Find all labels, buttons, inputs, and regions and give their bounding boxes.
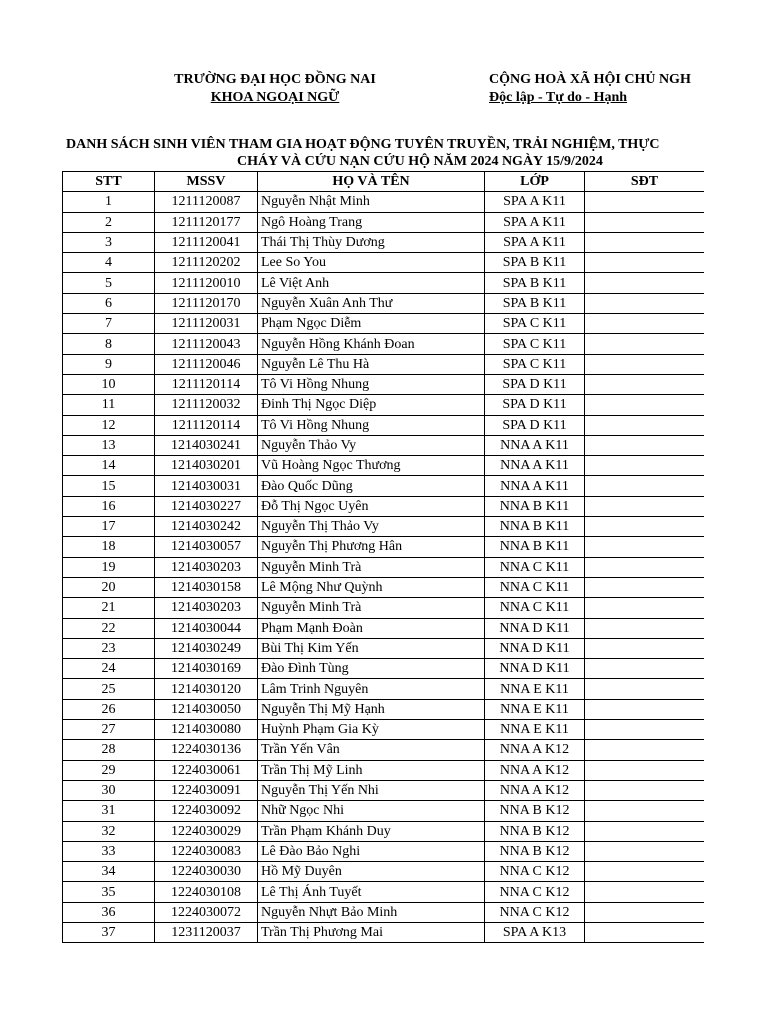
cell-mssv: 1214030227 [155,496,258,516]
cell-name: Huỳnh Phạm Gia Kỳ [258,720,485,740]
column-header-stt: STT [63,172,155,192]
cell-mssv: 1214030203 [155,598,258,618]
cell-stt: 15 [63,476,155,496]
cell-mssv: 1214030080 [155,720,258,740]
cell-phone [585,841,705,861]
cell-stt: 8 [63,334,155,354]
table-row [63,456,705,476]
cell-mssv: 1214030249 [155,638,258,658]
national-name: CỘNG HOÀ XÃ HỘI CHỦ NGH [489,72,691,87]
cell-phone [585,902,705,922]
column-header-name: HỌ VÀ TÊN [258,172,485,192]
table-row [63,273,705,293]
cell-name: Lê Việt Anh [258,273,485,293]
cell-phone [585,374,705,394]
cell-mssv: 1224030029 [155,821,258,841]
table-row [63,659,705,679]
cell-phone [585,862,705,882]
cell-name: Bùi Thị Kim Yến [258,638,485,658]
cell-class: NNA A K12 [485,760,585,780]
cell-phone [585,476,705,496]
cell-class: NNA D K11 [485,659,585,679]
table-row [63,841,705,861]
faculty-name: KHOA NGOẠI NGỮ [210,90,340,105]
cell-phone [585,659,705,679]
cell-name: Nguyễn Thị Mỹ Hạnh [258,699,485,719]
cell-mssv: 1214030158 [155,577,258,597]
cell-mssv: 1224030136 [155,740,258,760]
cell-mssv: 1231120037 [155,922,258,942]
cell-class: SPA A K11 [485,212,585,232]
cell-stt: 5 [63,273,155,293]
cell-mssv: 1211120170 [155,293,258,313]
cell-class: NNA A K12 [485,780,585,800]
cell-mssv: 1211120202 [155,253,258,273]
cell-class: SPA B K11 [485,253,585,273]
cell-mssv: 1214030057 [155,537,258,557]
cell-name: Nguyễn Lê Thu Hà [258,354,485,374]
cell-mssv: 1224030030 [155,862,258,882]
national-header [489,71,691,107]
cell-name: Ngô Hoàng Trang [258,212,485,232]
cell-name: Nguyễn Thảo Vy [258,435,485,455]
cell-phone [585,801,705,821]
cell-phone [585,415,705,435]
cell-name: Nhữ Ngọc Nhi [258,801,485,821]
table-row [63,780,705,800]
cell-mssv: 1211120046 [155,354,258,374]
cell-phone [585,760,705,780]
cell-phone [585,435,705,455]
table-row [63,415,705,435]
cell-stt: 36 [63,902,155,922]
cell-phone [585,699,705,719]
cell-stt: 13 [63,435,155,455]
cell-name: Đinh Thị Ngọc Diệp [258,395,485,415]
cell-stt: 16 [63,496,155,516]
cell-stt: 25 [63,679,155,699]
cell-name: Lâm Trinh Nguyên [258,679,485,699]
cell-mssv: 1214030203 [155,557,258,577]
cell-name: Trần Thị Phương Mai [258,922,485,942]
cell-mssv: 1214030031 [155,476,258,496]
cell-name: Lê Đào Bảo Nghi [258,841,485,861]
cell-mssv: 1224030092 [155,801,258,821]
cell-name: Tô Vi Hồng Nhung [258,415,485,435]
cell-class: NNA D K11 [485,638,585,658]
cell-class: SPA C K11 [485,314,585,334]
cell-class: NNA B K12 [485,821,585,841]
table-row [63,192,705,212]
cell-stt: 29 [63,760,155,780]
cell-mssv: 1224030061 [155,760,258,780]
cell-stt: 21 [63,598,155,618]
cell-class: SPA B K11 [485,273,585,293]
cell-class: NNA A K11 [485,435,585,455]
cell-class: SPA C K11 [485,354,585,374]
cell-phone [585,253,705,273]
cell-class: SPA D K11 [485,374,585,394]
cell-phone [585,821,705,841]
cell-stt: 20 [63,577,155,597]
cell-name: Nguyễn Hồng Khánh Đoan [258,334,485,354]
cell-stt: 3 [63,232,155,252]
table-row [63,517,705,537]
table-row [63,638,705,658]
cell-class: NNA E K11 [485,720,585,740]
cell-mssv: 1211120041 [155,232,258,252]
table-row [63,862,705,882]
cell-stt: 23 [63,638,155,658]
table-row [63,354,705,374]
title-line-1: DANH SÁCH SINH VIÊN THAM GIA HOẠT ĐỘNG TUYÊN TRUYỀN, TRẢI NGHIỆM, THỰC [66,137,660,152]
cell-stt: 35 [63,882,155,902]
cell-phone [585,395,705,415]
cell-class: SPA A K13 [485,922,585,942]
cell-mssv: 1211120087 [155,192,258,212]
cell-phone [585,537,705,557]
cell-mssv: 1224030091 [155,780,258,800]
table-header-row [63,172,705,192]
cell-name: Đào Quốc Dũng [258,476,485,496]
cell-phone [585,192,705,212]
cell-name: Nguyễn Thị Phương Hân [258,537,485,557]
cell-phone [585,314,705,334]
cell-phone [585,496,705,516]
cell-stt: 2 [63,212,155,232]
cell-class: SPA C K11 [485,334,585,354]
cell-phone [585,882,705,902]
table-row [63,232,705,252]
cell-mssv: 1211120043 [155,334,258,354]
cell-mssv: 1224030108 [155,882,258,902]
table-row [63,760,705,780]
cell-class: NNA A K11 [485,476,585,496]
cell-mssv: 1214030050 [155,699,258,719]
cell-phone [585,456,705,476]
cell-name: Nguyễn Thị Thảo Vy [258,517,485,537]
cell-class: NNA C K12 [485,882,585,902]
cell-name: Nguyễn Nhựt Bảo Minh [258,902,485,922]
column-header-mssv: MSSV [155,172,258,192]
cell-class: NNA B K12 [485,801,585,821]
cell-class: NNA B K12 [485,841,585,861]
cell-name: Trần Phạm Khánh Duy [258,821,485,841]
cell-class: NNA C K11 [485,557,585,577]
table-row [63,476,705,496]
table-row [63,922,705,942]
table-row [63,253,705,273]
cell-mssv: 1214030201 [155,456,258,476]
cell-class: SPA D K11 [485,415,585,435]
table-row [63,557,705,577]
cell-stt: 22 [63,618,155,638]
cell-mssv: 1211120114 [155,374,258,394]
column-header-class: LỚP [485,172,585,192]
cell-class: NNA C K12 [485,862,585,882]
cell-phone [585,638,705,658]
cell-phone [585,679,705,699]
cell-name: Đỗ Thị Ngọc Uyên [258,496,485,516]
table-body [63,192,705,943]
cell-phone [585,293,705,313]
cell-stt: 27 [63,720,155,740]
cell-mssv: 1214030241 [155,435,258,455]
university-header [160,71,390,107]
cell-stt: 32 [63,821,155,841]
cell-mssv: 1211120010 [155,273,258,293]
table-row [63,902,705,922]
cell-name: Hồ Mỹ Duyên [258,862,485,882]
cell-mssv: 1214030044 [155,618,258,638]
cell-name: Nguyễn Minh Trà [258,557,485,577]
cell-class: NNA C K11 [485,598,585,618]
cell-mssv: 1211120177 [155,212,258,232]
cell-class: NNA B K11 [485,517,585,537]
table-row [63,801,705,821]
cell-phone [585,232,705,252]
cell-phone [585,517,705,537]
cell-class: NNA B K11 [485,496,585,516]
cell-name: Trần Thị Mỹ Linh [258,760,485,780]
cell-name: Lee So You [258,253,485,273]
cell-mssv: 1224030072 [155,902,258,922]
cell-stt: 17 [63,517,155,537]
cell-phone [585,354,705,374]
cell-stt: 1 [63,192,155,212]
cell-stt: 4 [63,253,155,273]
table-row [63,334,705,354]
cell-stt: 30 [63,780,155,800]
table-row [63,740,705,760]
cell-phone [585,618,705,638]
table-row [63,821,705,841]
cell-name: Phạm Ngọc Diễm [258,314,485,334]
cell-phone [585,557,705,577]
table-row [63,314,705,334]
cell-name: Lê Mộng Như Quỳnh [258,577,485,597]
university-name: TRƯỜNG ĐẠI HỌC ĐỒNG NAI [174,72,376,87]
cell-stt: 33 [63,841,155,861]
cell-stt: 6 [63,293,155,313]
cell-name: Thái Thị Thùy Dương [258,232,485,252]
national-motto: Độc lập - Tự do - Hạnh [489,90,628,105]
cell-stt: 18 [63,537,155,557]
cell-class: NNA D K11 [485,618,585,638]
cell-stt: 26 [63,699,155,719]
cell-stt: 11 [63,395,155,415]
cell-phone [585,720,705,740]
cell-stt: 28 [63,740,155,760]
cell-name: Đào Đình Tùng [258,659,485,679]
cell-stt: 37 [63,922,155,942]
cell-name: Tô Vi Hồng Nhung [258,374,485,394]
cell-class: NNA C K11 [485,577,585,597]
table-row [63,293,705,313]
cell-class: NNA E K11 [485,679,585,699]
cell-stt: 7 [63,314,155,334]
cell-mssv: 1211120031 [155,314,258,334]
cell-stt: 19 [63,557,155,577]
cell-stt: 34 [63,862,155,882]
table-row [63,679,705,699]
column-header-phone: SĐT [585,172,705,192]
cell-class: NNA C K12 [485,902,585,922]
cell-class: SPA A K11 [485,192,585,212]
cell-name: Nguyễn Xuân Anh Thư [258,293,485,313]
cell-class: NNA B K11 [485,537,585,557]
table-row [63,374,705,394]
cell-phone [585,780,705,800]
cell-phone [585,577,705,597]
cell-class: SPA A K11 [485,232,585,252]
cell-class: SPA B K11 [485,293,585,313]
cell-stt: 10 [63,374,155,394]
cell-mssv: 1214030120 [155,679,258,699]
cell-phone [585,273,705,293]
cell-stt: 12 [63,415,155,435]
cell-name: Vũ Hoàng Ngọc Thương [258,456,485,476]
title-line-2: CHÁY VÀ CỨU NẠN CỨU HỘ NĂM 2024 NGÀY 15/9/2024 [237,154,603,169]
table-row [63,720,705,740]
cell-phone [585,740,705,760]
cell-mssv: 1224030083 [155,841,258,861]
cell-class: NNA A K12 [485,740,585,760]
table-row [63,537,705,557]
cell-stt: 31 [63,801,155,821]
cell-class: NNA A K11 [485,456,585,476]
cell-phone [585,598,705,618]
cell-stt: 14 [63,456,155,476]
table-row [63,395,705,415]
cell-phone [585,334,705,354]
table-row [63,212,705,232]
table-row [63,882,705,902]
table-row [63,435,705,455]
cell-mssv: 1214030242 [155,517,258,537]
cell-phone [585,922,705,942]
table-row [63,598,705,618]
table-row [63,577,705,597]
cell-name: Nguyễn Minh Trà [258,598,485,618]
cell-mssv: 1214030169 [155,659,258,679]
cell-mssv: 1211120032 [155,395,258,415]
table-row [63,699,705,719]
cell-name: Nguyễn Nhật Minh [258,192,485,212]
table-row [63,496,705,516]
cell-name: Nguyễn Thị Yến Nhi [258,780,485,800]
cell-name: Lê Thị Ánh Tuyết [258,882,485,902]
cell-stt: 24 [63,659,155,679]
cell-phone [585,212,705,232]
cell-stt: 9 [63,354,155,374]
cell-name: Phạm Mạnh Đoàn [258,618,485,638]
cell-class: SPA D K11 [485,395,585,415]
cell-class: NNA E K11 [485,699,585,719]
table-row [63,618,705,638]
cell-mssv: 1211120114 [155,415,258,435]
cell-name: Trần Yến Vân [258,740,485,760]
student-table [62,171,704,943]
